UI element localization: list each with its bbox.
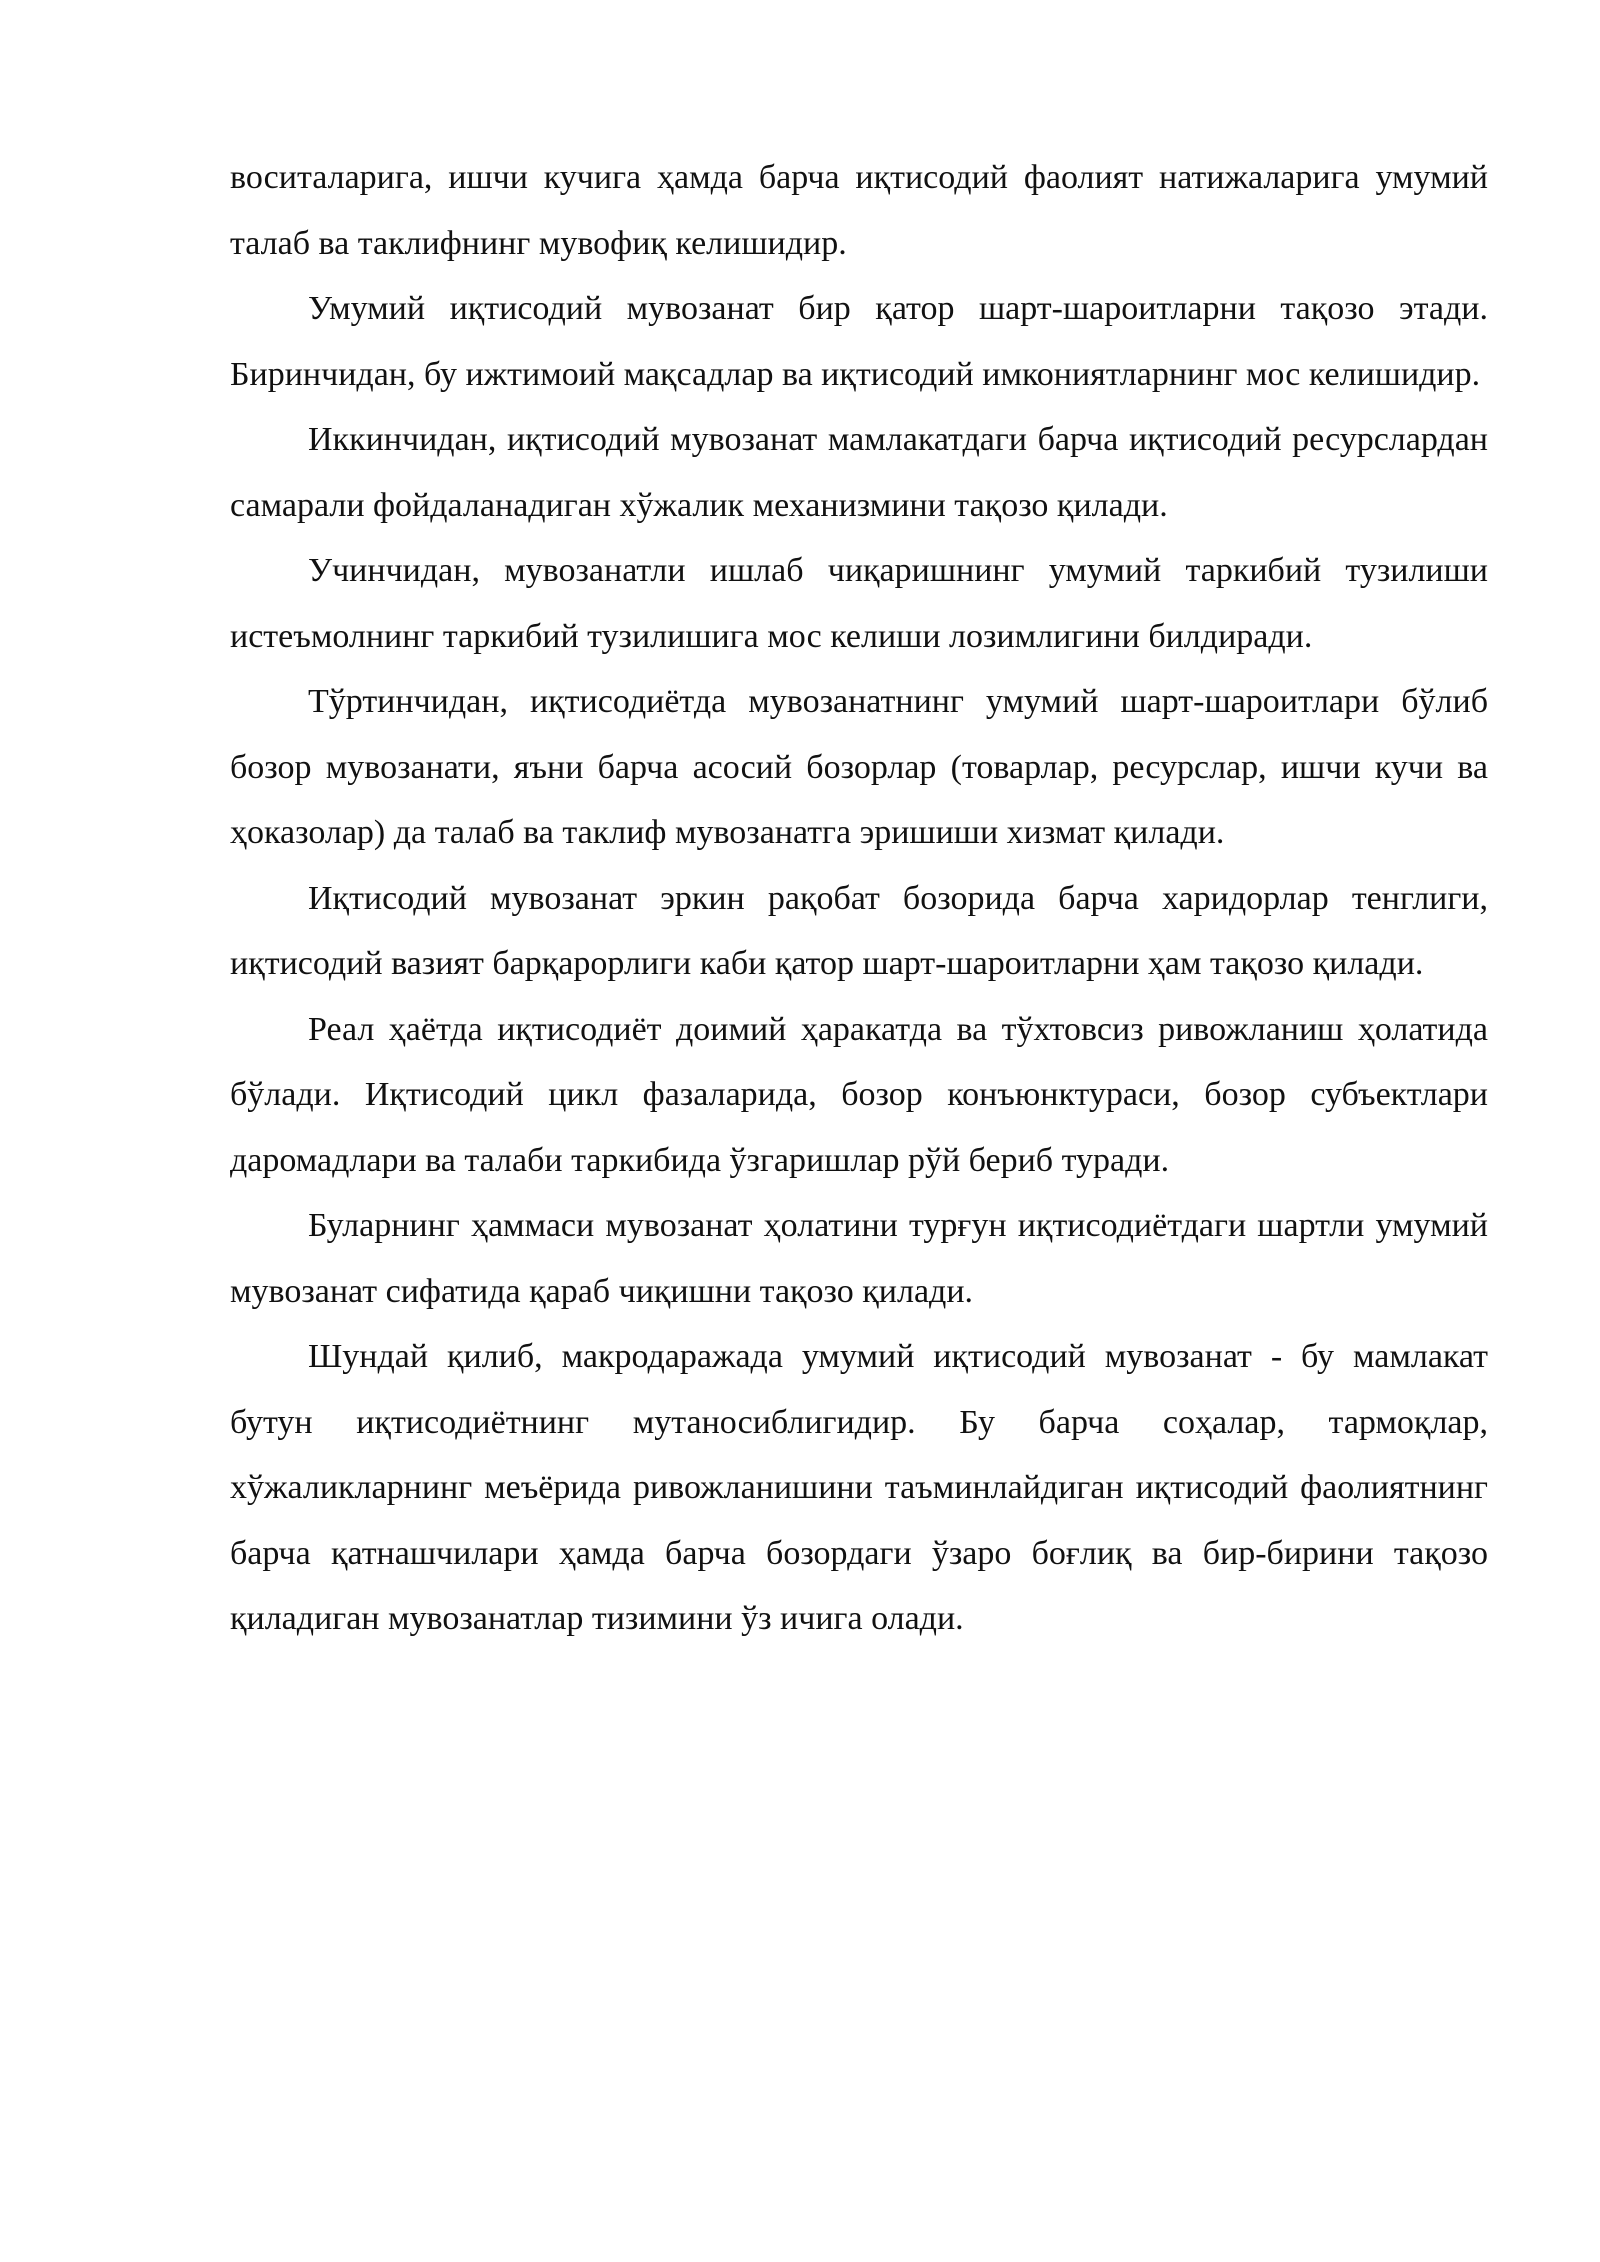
paragraph-general-equilibrium: Умумий иқтисодий мувозанат бир қатор шарт-шароитларни тақозо этади. Биринчидан, бу ижтимоий мақсадлар ва иқтисодий имкониятларнинг мос келишидир.	[230, 290, 1488, 393]
paragraph-conclusion: Шундай қилиб, макродаражада умумий иқтисодий мувозанат - бу мамлакат бутун иқтисодиётнинг мутаносиблигидир. Бу барча соҳалар, тармоқлар, хўжаликларнинг меъёрида ривожланишини таъминлайдиган иқтисодий фаолиятнинг барча қатнашчилари ҳамда барча бозордаги ўзаро боғлиқ ва бир-бирини тақозо қиладиган мувозанатлар тизимини ўз ичига олади.	[230, 1338, 1488, 1637]
paragraph-fourth-condition: Тўртинчидан, иқтисодиётда мувозанатнинг умумий шарт-шароитлари бўлиб бозор мувозанати, яъни барча асосий бозорлар (товарлар, ресурслар, ишчи кучи ва ҳоказолар) да талаб ва таклиф мувозанатга эришиши хизмат қилади.	[230, 683, 1488, 851]
paragraph-real-life: Реал ҳаётда иқтисодиёт доимий ҳаракатда ва тўхтовсиз ривожланиш ҳолатида бўлади. Иқтисодий цикл фазаларида, бозор конъюнктураси, бозор субъектлари даромадлари ва талаби таркибида ўзгаришлар рўй бериб туради.	[230, 1010, 1488, 1179]
document-page	[230, 145, 1488, 1652]
paragraph-second-condition: Иккинчидан, иқтисодий мувозанат мамлакатдаги барча иқтисодий ресурслардан самарали фойдаланадиган хўжалик механизмини тақозо қилади.	[230, 421, 1488, 524]
paragraph-conditional-equilibrium: Буларнинг ҳаммаси мувозанат ҳолатини турғун иқтисодиётдаги шартли умумий мувозанат сифатида қараб чиқишни тақозо қилади.	[230, 1207, 1488, 1310]
paragraph-third-condition: Учинчидан, мувозанатли ишлаб чиқаришнинг умумий таркибий тузилиши истеъмолнинг таркибий тузилишига мос келиши лозимлигини билдиради.	[230, 552, 1488, 655]
paragraph-continuation: воситаларига, ишчи кучига ҳамда барча иқтисодий фаолият натижаларига умумий талаб ва таклифнинг мувофиқ келишидир.	[230, 159, 1488, 262]
paragraph-free-competition: Иқтисодий мувозанат эркин рақобат бозорида барча харидорлар тенглиги, иқтисодий вазият барқарорлиги каби қатор шарт-шароитларни ҳам тақозо қилади.	[230, 879, 1488, 982]
